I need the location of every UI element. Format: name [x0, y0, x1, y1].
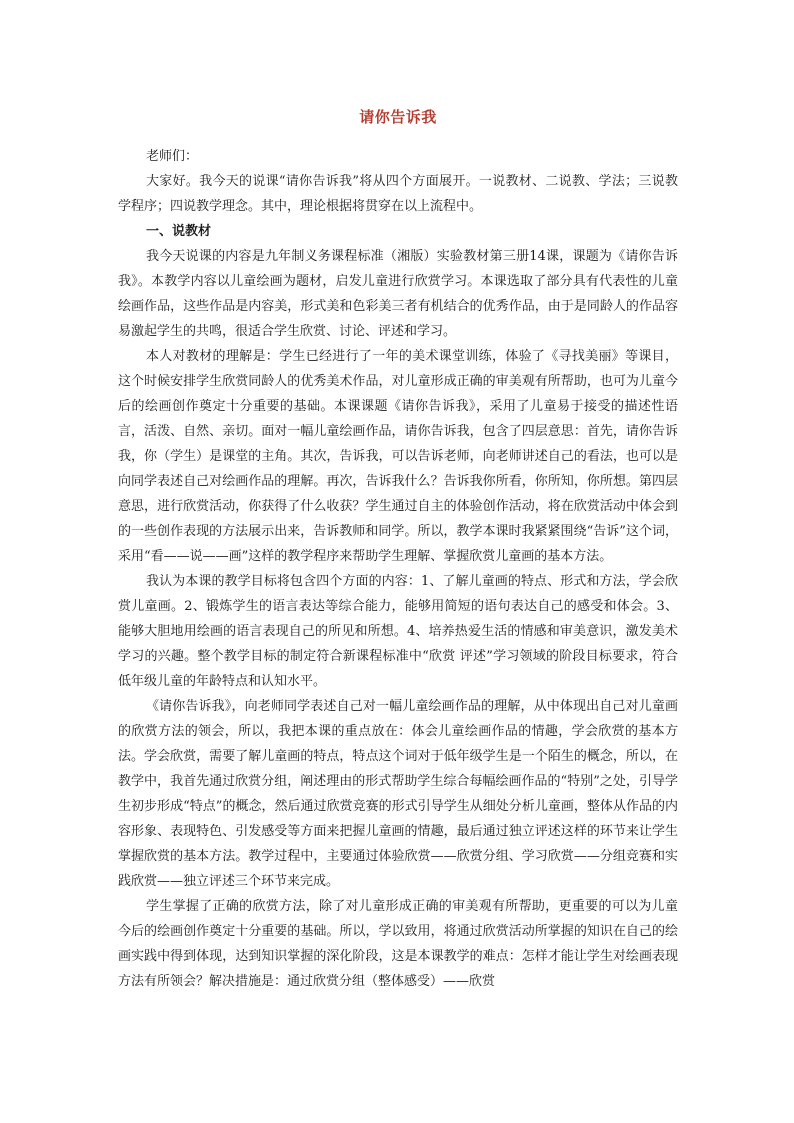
salutation: 老师们： — [146, 149, 199, 164]
paragraph-objectives: 我认为本课的教学目标将包含四个方面的内容：1、了解儿童画的特点、形式和方法，学会欣赏儿童画。2、锻炼学生的语言表达等综合能力，能够用简短的语句表达自己的感受和体会。3、能够大胆地用绘画的语言表现自己的所见和所想。4、培养热爱生活的情感和审美意识，激发美术学习的兴趣。整个教学目标的制定符合新课程标准中“欣赏 评述”学习领域的阶段目标要求，符合低年级儿童的年龄特点和认知水平。 — [118, 574, 678, 689]
paragraph-intro: 大家好。我今天的说课“请你告诉我”将从四个方面展开。一说教材、二说教、学法；三说教学程序；四说教学理念。其中，理论根据将贯穿在以上流程中。 — [118, 174, 678, 214]
paragraph-key-points: 《请你告诉我》，向老师同学表述自己对一幅儿童绘画作品的理解，从中体现出自己对儿童画的欣赏方法的领会，所以，我把本课的重点放在：体会儿童绘画作品的情趣，学会欣赏的基本方法。学会欣赏，需要了解儿童画的特点，特点这个词对于低年级学生是一个陌生的概念，所以，在教学中，我首先通过欣赏分组，阐述理由的形式帮助学生综合每幅绘画作品的“特别”之处，引导学生初步形成“特点”的概念，然后通过欣赏竞赛的形式引导学生从细处分析儿童画，整体从作品的内容形象、表现特色、引发感受等方面来把握儿童画的情趣，最后通过独立评述这样的环节来让学生掌握欣赏的基本方法。教学过程中，主要通过体验欣赏——欣赏分组、学习欣赏——分组竞赛和实践欣赏——独立评述三个环节来完成。 — [118, 699, 678, 889]
document-title: 请你告诉我 — [359, 108, 437, 126]
section-heading: 一、说教材 — [146, 224, 212, 239]
paragraph-content: 我今天说课的内容是九年制义务课程标准（湘版）实验教材第三册14课，课题为《请你告诉我》。本教学内容以儿童绘画为题材，启发儿童进行欣赏学习。本课选取了部分具有代表性的儿童绘画作品，这些作品是内容美，形式美和色彩美三者有机结合的优秀作品，由于是同龄人的作品容易激起学生的共鸣，很适合学生欣赏、讨论、评述和学习。 — [118, 249, 678, 339]
paragraph-difficulties: 学生掌握了正确的欣赏方法，除了对儿童形成正确的审美观有所帮助，更重要的可以为儿童今后的绘画创作奠定十分重要的基础。所以，学以致用，将通过欣赏活动所掌握的知识在自己的绘画实践中得到体现，达到知识掌握的深化阶段，这是本课教学的难点：怎样才能让学生对绘画表现方法有所领会？解决措施是：通过欣赏分组（整体感受）——欣赏 — [118, 899, 678, 989]
document-page — [118, 102, 678, 994]
paragraph-understanding: 本人对教材的理解是：学生已经进行了一年的美术课堂训练，体验了《寻找美丽》等课目，这个时候安排学生欣赏同龄人的优秀美术作品，对儿童形成正确的审美观有所帮助，也可为儿童今后的绘画创作奠定十分重要的基础。本课课题《请你告诉我》，采用了儿童易于接受的描述性语言，活泼、自然、亲切。面对一幅儿童绘画作品，请你告诉我，包含了四层意思：首先，请你告诉我，你（学生）是课堂的主角。其次，告诉我，可以告诉老师，向老师讲述自己的看法，也可以是向同学表述自己对绘画作品的理解。再次，告诉我什么？告诉我你所看，你所知，你所想。第四层意思，进行欣赏活动，你获得了什么收获？学生通过自主的体验创作活动，将在欣赏活动中体会到的一些创作表现的方法展示出来，告诉教师和同学。所以，教学本课时我紧紧围绕“告诉”这个词，采用“看——说——画”这样的教学程序来帮助学生理解、掌握欣赏儿童画的基本方法。 — [118, 349, 678, 564]
